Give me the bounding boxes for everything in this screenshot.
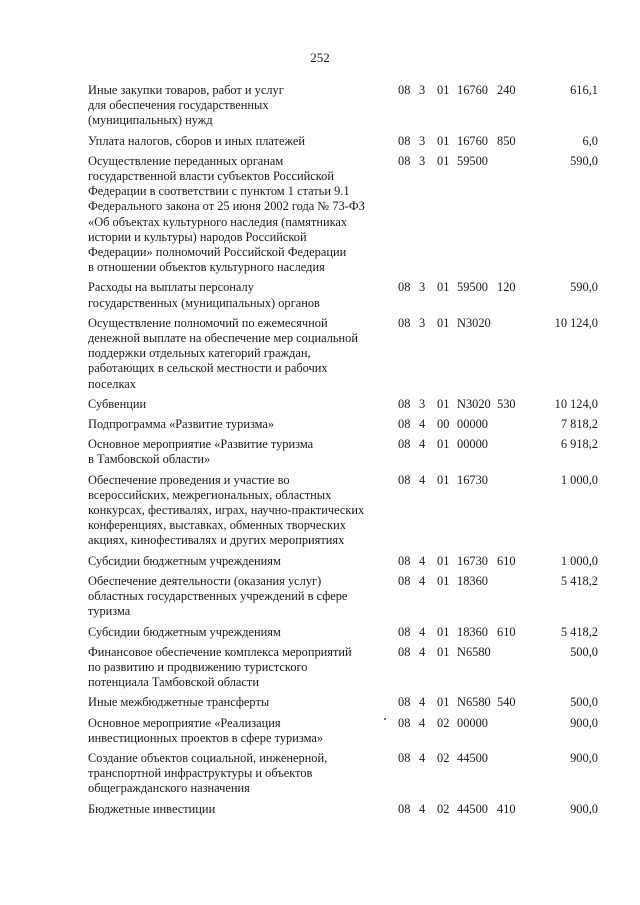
row-description: Уплата налогов, сборов и иных платежей (88, 133, 306, 148)
subsection-code: 4 (419, 644, 426, 659)
subsection-code: 4 (419, 801, 426, 816)
subsection-code: 3 (419, 396, 426, 411)
table-row (88, 473, 608, 549)
row-description: Субсидии бюджетным учреждениям (88, 624, 281, 639)
section-code: 08 (398, 437, 411, 452)
program-code: 01 (437, 280, 450, 295)
item-code: N6580 (457, 695, 491, 710)
section-code: 08 (398, 695, 411, 710)
row-description: Основное мероприятие «Реализация инвестиционных проектов в сфере туризма» (88, 715, 324, 745)
subsection-code: 3 (419, 153, 426, 168)
item-code: N6580 (457, 644, 491, 659)
expense-type-code: 410 (497, 801, 516, 816)
item-code: 16760 (457, 83, 488, 97)
item-code: 16760 (457, 133, 488, 148)
table-row (88, 695, 608, 710)
program-code: 02 (437, 750, 450, 765)
program-code: 01 (437, 437, 450, 452)
subsection-code: 4 (419, 695, 426, 710)
section-code: 08 (398, 133, 411, 148)
program-code: 01 (437, 83, 450, 97)
budget-table (88, 83, 608, 822)
row-description: Субвенции (88, 396, 147, 411)
row-sum: 900,0 (570, 750, 598, 765)
item-code: 16730 (457, 553, 488, 568)
row-sum: 10 124,0 (554, 396, 598, 411)
item-code: 18360 (457, 624, 488, 639)
program-code: 02 (437, 715, 450, 730)
table-row (88, 802, 608, 817)
row-description: Субсидии бюджетным учреждениям (88, 553, 281, 568)
section-code: 08 (398, 624, 411, 639)
subsection-code: 3 (419, 133, 426, 148)
expense-type-code: 240 (497, 83, 516, 97)
subsection-code: 3 (419, 315, 426, 330)
row-description: Подпрограмма «Развитие туризма» (88, 417, 275, 432)
table-row (88, 437, 608, 467)
table-row (88, 397, 608, 412)
program-code: 02 (437, 801, 450, 816)
row-sum: 5 418,2 (560, 624, 598, 639)
item-code: N3020 (457, 315, 491, 330)
program-code: 01 (437, 553, 450, 568)
subsection-code: 4 (419, 573, 426, 588)
row-sum: 10 124,0 (554, 315, 598, 330)
section-code: 08 (398, 315, 411, 330)
subsection-code: 3 (419, 280, 426, 295)
page-number: 252 (310, 50, 330, 65)
subsection-code: 4 (419, 417, 426, 432)
table-row (88, 645, 608, 691)
section-code: 08 (398, 715, 411, 730)
subsection-code: 4 (419, 553, 426, 568)
item-code: 00000 (457, 417, 488, 432)
row-sum: 1 000,0 (560, 472, 598, 487)
section-code: 08 (398, 553, 411, 568)
expense-type-code: 540 (497, 695, 516, 710)
item-code: 44500 (457, 750, 488, 765)
row-description: Иные межбюджетные трансферты (88, 695, 270, 710)
table-row (88, 574, 608, 620)
expense-type-code: 610 (497, 553, 516, 568)
section-code: 08 (398, 280, 411, 295)
row-description: Расходы на выплаты персоналу государственных (муниципальных) органов (88, 280, 320, 310)
section-code: 08 (398, 396, 411, 411)
row-sum: 616,1 (570, 83, 598, 97)
subsection-code: 4 (419, 715, 426, 730)
table-row (88, 751, 608, 797)
program-code: 01 (437, 624, 450, 639)
expense-type-code: 120 (497, 280, 516, 295)
section-code: 08 (398, 472, 411, 487)
row-sum: 1 000,0 (560, 553, 598, 568)
subsection-code: 3 (419, 83, 426, 97)
row-sum: 900,0 (570, 801, 598, 816)
item-code: 59500 (457, 280, 488, 295)
item-code: 00000 (457, 437, 488, 452)
row-description: Осуществление переданных органам государственной власти субъектов Российской Федерации в соответствии с пунктом 1 статьи 9.1 Федерального закона от 25 июня 2002 года № 73-ФЗ «Об объектах культурного наследия (памятниках истории и культуры) народов Российской Федерации» полномочий Российской Федерации в отношении объектов культурного наследия (88, 153, 365, 275)
table-row (88, 134, 608, 149)
program-code: 01 (437, 396, 450, 411)
program-code: 01 (437, 695, 450, 710)
row-sum: 6,0 (582, 133, 598, 148)
section-code: 08 (398, 644, 411, 659)
program-code: 01 (437, 315, 450, 330)
program-code: 01 (437, 153, 450, 168)
expense-type-code: 610 (497, 624, 516, 639)
subsection-code: 4 (419, 624, 426, 639)
table-row (88, 280, 608, 310)
program-code: 01 (437, 472, 450, 487)
item-code: 00000 (457, 715, 488, 730)
section-code: 08 (398, 573, 411, 588)
section-code: 08 (398, 750, 411, 765)
program-code: 01 (437, 133, 450, 148)
row-description: Иные закупки товаров, работ и услуг для обеспечения государственных (муниципальных) нужд (88, 83, 284, 128)
table-row (88, 316, 608, 392)
subsection-code: 4 (419, 472, 426, 487)
subsection-code: 4 (419, 750, 426, 765)
table-row (88, 625, 608, 640)
section-code: 08 (398, 153, 411, 168)
item-code: 16730 (457, 472, 488, 487)
scan-speck (384, 718, 386, 720)
subsection-code: 4 (419, 437, 426, 452)
row-description: Бюджетные инвестиции (88, 801, 216, 816)
table-row (88, 154, 608, 276)
row-sum: 5 418,2 (560, 573, 598, 588)
row-sum: 7 818,2 (560, 417, 598, 432)
section-code: 08 (398, 83, 411, 97)
program-code: 01 (437, 573, 450, 588)
table-row (88, 554, 608, 569)
row-sum: 590,0 (570, 280, 598, 295)
row-sum: 6 918,2 (560, 437, 598, 452)
section-code: 08 (398, 417, 411, 432)
item-code: 59500 (457, 153, 488, 168)
row-description: Основное мероприятие «Развитие туризма в Тамбовской области» (88, 437, 314, 467)
row-description: Осуществление полномочий по ежемесячной денежной выплате на обеспечение мер социальной поддержки отдельных категорий граждан, работающих в сельской местности и рабочих поселках (88, 315, 359, 391)
table-row (88, 417, 608, 432)
program-code: 01 (437, 644, 450, 659)
item-code: 18360 (457, 573, 488, 588)
row-sum: 500,0 (570, 644, 598, 659)
item-code: 44500 (457, 801, 488, 816)
row-sum: 900,0 (570, 715, 598, 730)
row-description: Создание объектов социальной, инженерной, транспортной инфраструктуры и объектов общегражданского назначения (88, 750, 328, 796)
table-row (88, 83, 608, 129)
row-description: Обеспечение проведения и участие во всероссийских, межрегиональных, областных конкурсах, фестивалях, играх, научно-практических конференциях, выставках, обменных творческих акциях, кинофестивалях и других мероприятиях (88, 472, 365, 548)
row-description: Финансовое обеспечение комплекса мероприятий по развитию и продвижению туристского потенциала Тамбовской области (88, 644, 352, 690)
row-sum: 590,0 (570, 153, 598, 168)
table-row (88, 716, 608, 746)
item-code: N3020 (457, 396, 491, 411)
expense-type-code: 850 (497, 133, 516, 148)
section-code: 08 (398, 801, 411, 816)
program-code: 00 (437, 417, 450, 432)
row-sum: 500,0 (570, 695, 598, 710)
row-description: Обеспечение деятельности (оказания услуг) областных государственных учреждений в сфере туризма (88, 573, 348, 619)
expense-type-code: 530 (497, 396, 516, 411)
